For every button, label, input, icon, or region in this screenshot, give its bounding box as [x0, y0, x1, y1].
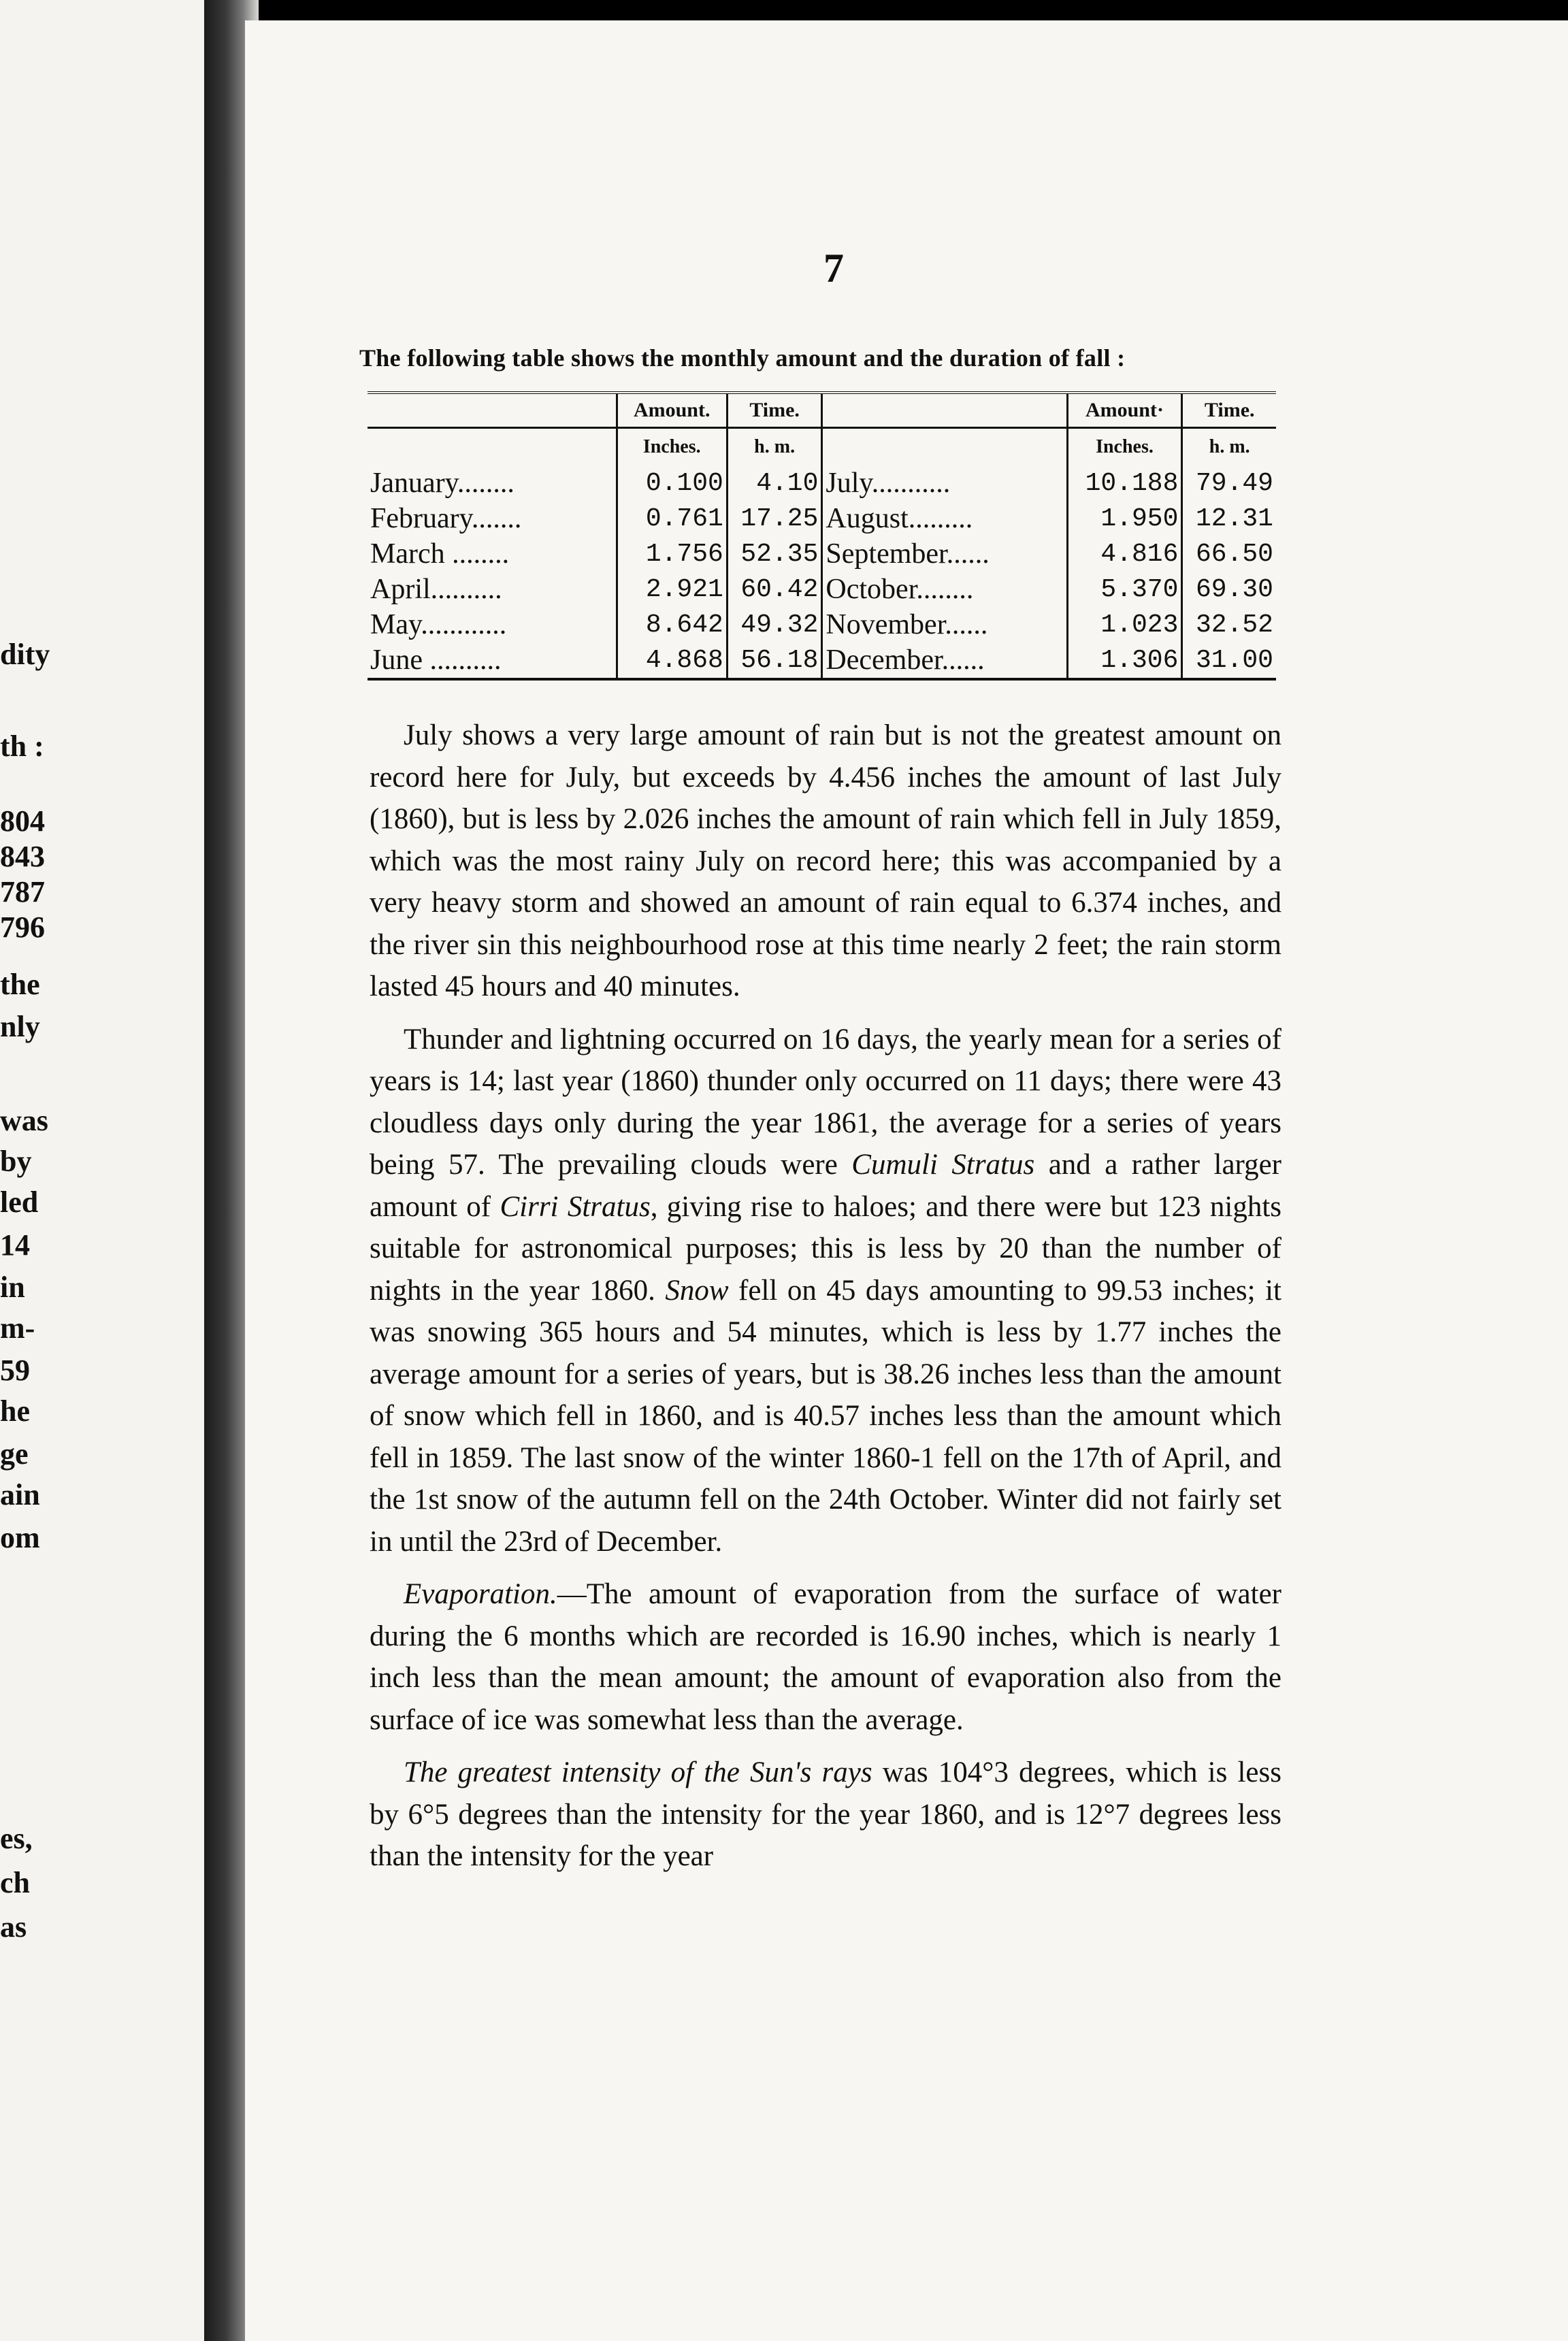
month-cell: September...... [822, 536, 1067, 572]
facing-fragment: m- [0, 1311, 35, 1345]
facing-fragment: 787 [0, 875, 45, 908]
amount-cell: 1.306 [1067, 642, 1182, 679]
units-inches: Inches. [617, 428, 727, 466]
time-cell: 12.31 [1182, 501, 1276, 536]
time-cell: 32.52 [1182, 607, 1276, 642]
facing-page [0, 0, 218, 2341]
header-amount: Amount· [1067, 393, 1182, 428]
sun-intensity-heading: The greatest intensity of the Sun's rays [404, 1756, 872, 1788]
amount-cell: 0.761 [617, 501, 727, 536]
header-amount: Amount. [617, 393, 727, 428]
time-cell: 79.49 [1182, 465, 1276, 501]
rainfall-table [368, 391, 1276, 681]
month-cell: October........ [822, 572, 1067, 607]
body-text [370, 715, 1281, 1888]
amount-cell: 8.642 [617, 607, 727, 642]
time-cell: 52.35 [727, 536, 822, 572]
facing-fragment: was [0, 1104, 48, 1137]
facing-fragment: 59 [0, 1354, 30, 1387]
amount-cell: 1.950 [1067, 501, 1182, 536]
month-cell: August......... [822, 501, 1067, 536]
units-hm: h. m. [1182, 428, 1276, 466]
facing-fragment: led [0, 1185, 39, 1219]
table-header-row [368, 393, 1276, 428]
table-row [368, 536, 1276, 572]
amount-cell: 2.921 [617, 572, 727, 607]
time-cell: 69.30 [1182, 572, 1276, 607]
facing-fragment: 804 [0, 804, 45, 838]
table-row [368, 501, 1276, 536]
amount-cell: 1.756 [617, 536, 727, 572]
month-cell: November...... [822, 607, 1067, 642]
time-cell: 4.10 [727, 465, 822, 501]
facing-fragment: nly [0, 1010, 40, 1043]
month-cell: January........ [370, 468, 514, 499]
facing-fragment: dity [0, 638, 50, 671]
month-cell: July........... [822, 465, 1067, 501]
units-hm: h. m. [727, 428, 822, 466]
evaporation-heading: Evaporation. [404, 1578, 557, 1610]
header-blank [368, 393, 617, 428]
paragraph-evaporation: Evaporation.—The amount of evaporation from the surface of water during the 6 months which are recorded is 16.90 inches, which is nearly 1 inch less than the mean amount; the amount of evaporation also from the surface of ice was somewhat less than the average. [370, 1578, 1281, 1736]
paragraph-thunder: Thunder and lightning occurred on 16 days, the yearly mean for a series of years is 14; last year (1860) thunder only occurred on 11 days; there were 43 cloudless days only during the year 1861, the average for a series of years being 57. The prevailing clouds were Cumuli Stratus and a rather larger amount of Cirri Stratus, giving rise to haloes; and there were but 123 nights suitable for astronomical purposes; this is less by 20 than the number of nights in the year 1860. Snow fell on 45 days amounting to 99.53 inches; it was snowing 365 hours and 54 minutes, which is less by 1.77 inches the average amount for a series of years, but is 38.26 inches less than the amount of snow which fell in 1860, and is 40.57 inches less than the amount which fell in 1859. The last snow of the winter 1860-1 fell on the 17th of April, and the 1st snow of the autumn fell on the 24th October. Winter did not fairly set in until the 23rd of December. [370, 1023, 1281, 1558]
month-cell: March ........ [370, 538, 510, 570]
header-time: Time. [1182, 393, 1276, 428]
units-blank [822, 428, 1067, 466]
table-caption: The following table shows the monthly amount and the duration of fall : [359, 344, 1126, 372]
units-inches: Inches. [1067, 428, 1182, 466]
time-cell: 56.18 [727, 642, 822, 679]
facing-fragment: 796 [0, 911, 45, 944]
time-cell: 31.00 [1182, 642, 1276, 679]
month-cell: May............ [370, 609, 507, 640]
amount-cell: 1.023 [1067, 607, 1182, 642]
units-blank [368, 428, 617, 466]
units-row [368, 428, 1276, 466]
facing-fragment: as [0, 1910, 27, 1944]
facing-fragment: 843 [0, 840, 45, 873]
facing-fragment: om [0, 1521, 40, 1554]
facing-fragment: 14 [0, 1228, 30, 1262]
facing-fragment: by [0, 1145, 32, 1178]
facing-fragment: he [0, 1394, 30, 1428]
cumuli-stratus-term: Cumuli Stratus [851, 1149, 1035, 1181]
facing-fragment: in [0, 1271, 25, 1304]
cirri-stratus-term: Cirri Stratus [500, 1190, 651, 1223]
month-cell: February....... [370, 503, 522, 534]
facing-fragment: ain [0, 1478, 40, 1511]
page-number: 7 [823, 246, 844, 291]
facing-fragment: es, [0, 1822, 33, 1855]
facing-fragment: ch [0, 1866, 30, 1899]
amount-cell: 4.868 [617, 642, 727, 679]
table-row [368, 465, 1276, 501]
table-row [368, 607, 1276, 642]
facing-fragment: the [0, 968, 40, 1001]
header-blank [822, 393, 1067, 428]
paragraph-july: July shows a very large amount of rain but is not the greatest amount on record here for July, but exceeds by 4.456 inches the amount of last July (1860), but is less by 2.026 inches the amount of rain which fell in July 1859, which was the most rainy July on record here; this was accompanied by a very heavy storm and showed an amount of rain equal to 6.374 inches, and the river sin this neighbourhood rose at this time nearly 2 feet; the rain storm lasted 45 hours and 40 minutes. [370, 719, 1281, 1002]
amount-cell: 4.816 [1067, 536, 1182, 572]
header-time: Time. [727, 393, 822, 428]
paragraph-sun-intensity: The greatest intensity of the Sun's rays was 104°3 degrees, which is less by 6°5 degrees than the intensity for the year 1860, and is 12°7 degrees less than the intensity for the year [370, 1756, 1281, 1872]
time-cell: 60.42 [727, 572, 822, 607]
month-cell: April.......... [370, 574, 502, 605]
amount-cell: 5.370 [1067, 572, 1182, 607]
amount-cell: 0.100 [617, 465, 727, 501]
amount-cell: 10.188 [1067, 465, 1182, 501]
snow-term: Snow [665, 1274, 729, 1307]
table-row [368, 642, 1276, 679]
time-cell: 17.25 [727, 501, 822, 536]
facing-fragment: th : [0, 730, 44, 763]
table-row [368, 572, 1276, 607]
time-cell: 66.50 [1182, 536, 1276, 572]
facing-fragment: ge [0, 1437, 29, 1471]
month-cell: June .......... [368, 642, 617, 679]
time-cell: 49.32 [727, 607, 822, 642]
month-cell: December...... [822, 642, 1067, 679]
